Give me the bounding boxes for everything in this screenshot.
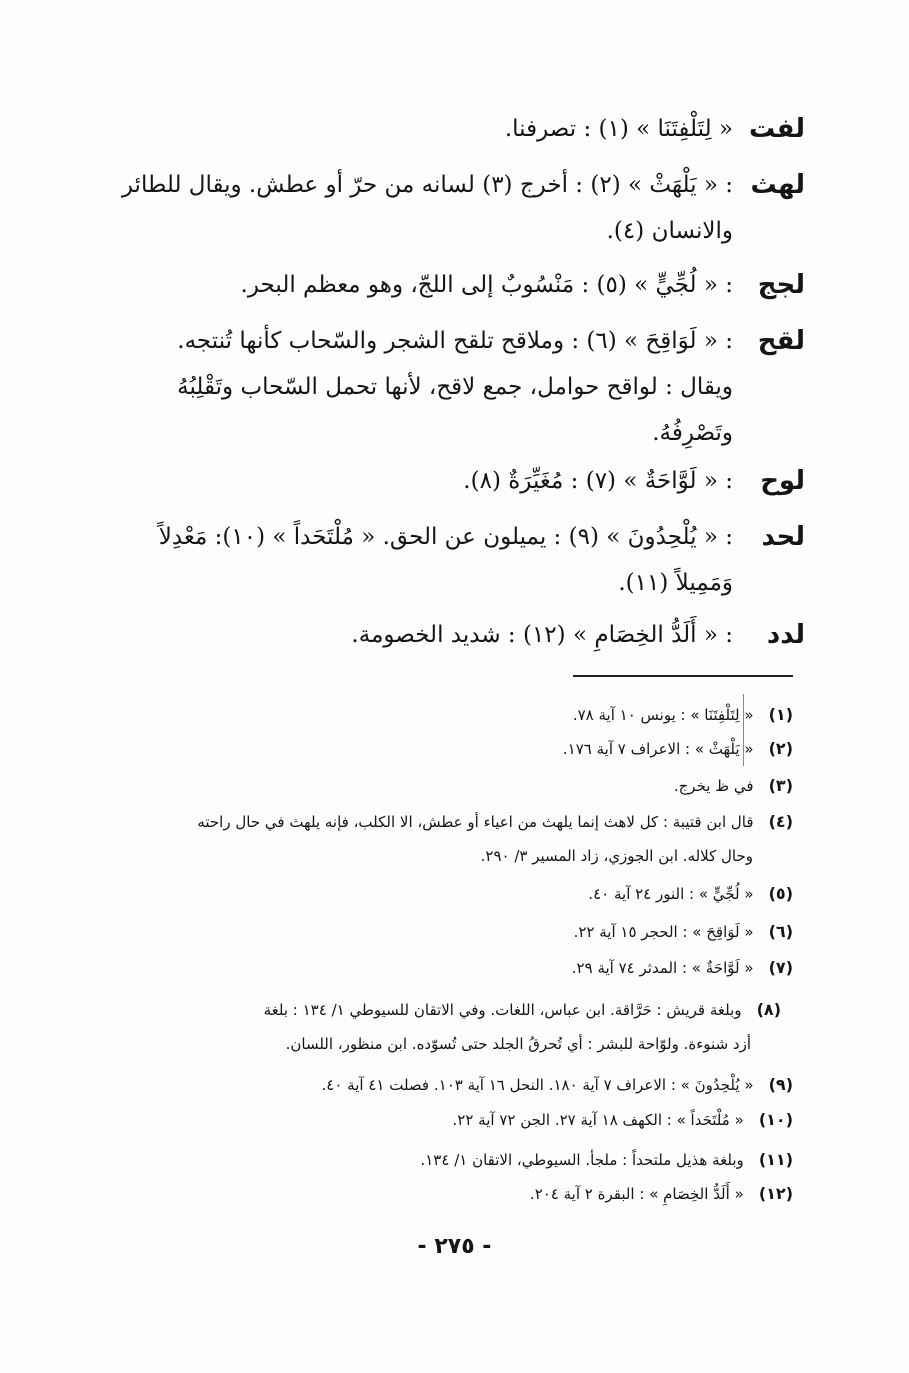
footnote-number: (١١): [758, 1150, 793, 1169]
definition-line: : « أَلَدُّ الخِصَامِ » (١٢) : شديد الخصومة.: [351, 622, 733, 648]
footnote-separator: [573, 675, 793, 677]
footnote-3: [674, 769, 793, 803]
footnote-text: « لَوَّاحَةٌ » : المدثر ٧٤ آية ٢٩.: [571, 959, 754, 977]
page-number: - ٢٧٥ -: [417, 1234, 492, 1259]
entry-definition: [105, 514, 733, 606]
footnote-text: « يُلْحِدُونَ » : الاعراف ٧ آية ١٨٠. النحل ١٦ آية ١٠٣. فصلت ٤١ آية ٤٠.: [321, 1076, 754, 1094]
footnote-7: [572, 951, 793, 985]
footnote-number: (٤): [768, 812, 793, 831]
entry-root: لقح: [757, 326, 805, 356]
definition-line: : « لُجِّيٍّ » (٥) : مَنْسُوبٌ إلى اللجّ، وهو معظم البحر.: [240, 272, 733, 298]
footnote-number: (٨): [756, 1000, 781, 1019]
footnote-number: (٩): [768, 1075, 793, 1094]
footnote-text: « مُلْتَحَداً » : الكهف ١٨ آية ٢٧. الجن ٧٢ آية ٢٢.: [452, 1111, 744, 1129]
entry-root: لحد: [761, 522, 805, 552]
footnote-text: وبلغة هذيل ملتحداً : ملجأ. السيوطي، الاتقان ١/ ١٣٤.: [420, 1151, 744, 1169]
definition-line: ويقال : لواقح حوامل، جمع لاقح، لأنها تحمل السّحاب وتَقْلِبُهُ: [177, 374, 733, 400]
entry-lhth: [105, 162, 805, 254]
footnote-text: وبلغة قريش : حَرَّاقة. ابن عباس، اللغات. وفي الاتقان للسيوطي ١/ ١٣٤ : بلغة: [263, 1001, 742, 1019]
footnote-text: قال ابن قتيبة : كل لاهث إنما يلهث من اعياء أو عطش، الا الكلب، فإنه يلهث في حال راحته: [197, 813, 754, 831]
entry-ldd: [105, 612, 805, 658]
footnote-5: [588, 877, 793, 911]
footnote-6: [574, 915, 793, 949]
footnote-number: (١٠): [758, 1110, 793, 1129]
entry-root: لفت: [749, 114, 805, 144]
definition-line: : « يُلْحِدُونَ » (٩) : يميلون عن الحق. « مُلْتَحَداً » (١٠): مَعْدِلاً: [158, 524, 733, 550]
footnote-12: [530, 1177, 793, 1211]
definition-line: « لِتَلْفِتَنَا » (١) : تصرفنا.: [504, 116, 733, 142]
footnote-text: « يَلْهَثْ » : الاعراف ٧ آية ١٧٦.: [562, 740, 754, 758]
footnote-number: (٦): [768, 922, 793, 941]
definition-line: : « لَوَّاحَةٌ » (٧) : مُغَيِّرَةٌ (٨).: [463, 468, 733, 494]
entry-definition: [105, 106, 733, 152]
footnote-text: « لَوَاقِحَ » : الحجر ١٥ آية ٢٢.: [573, 923, 754, 941]
footnote-4: [197, 805, 793, 873]
footnote-9: [322, 1068, 794, 1102]
entry-definition: [105, 318, 733, 456]
entry-root: لجج: [757, 270, 805, 300]
entry-root: لهث: [750, 170, 805, 200]
definition-line: وَمَمِيلاً (١١).: [618, 570, 733, 596]
footnote-number: (٧): [768, 958, 793, 977]
definition-line: : « لَوَاقِحَ » (٦) : وملاقح تلقح الشجر والسّحاب كأنها تُنتجه.: [177, 328, 733, 354]
entry-definition: [105, 162, 733, 254]
footnote-continuation: أزد شنوءة. ولوّاحة للبشر : أي تُحرقُ الجلد حتى تُسوّده. ابن منظور، اللسان.: [285, 1035, 751, 1053]
entry-definition: [105, 458, 733, 504]
footnote-number: (٥): [768, 884, 793, 903]
entry-lft: [105, 106, 805, 152]
entry-root: لدد: [766, 620, 805, 650]
definition-line: وتَصْرِفُهُ.: [652, 420, 733, 446]
definition-line: : « يَلْهَثْ » (٢) : أخرج (٣) لسانه من حرّ أو عطش. ويقال للطائر: [121, 172, 733, 198]
scan-artifact-line: [743, 694, 744, 766]
entry-definition: [105, 612, 733, 658]
footnote-number: (١): [768, 705, 793, 724]
entry-root: لوح: [760, 466, 805, 496]
footnote-number: (٢): [768, 739, 793, 758]
entry-lqh: [105, 318, 805, 456]
footnote-number: (١٢): [758, 1184, 793, 1203]
entry-lhd: [105, 514, 805, 606]
footnote-10: [453, 1103, 794, 1137]
entry-ljj: [105, 262, 805, 308]
footnote-continuation: وحال كلاله. ابن الجوزي، زاد المسير ٣/ ٢٩٠.: [480, 847, 753, 865]
footnote-text: « أَلَدُّ الخِصَامِ » : البقرة ٢ آية ٢٠٤.: [529, 1185, 744, 1203]
footnote-8: [264, 993, 781, 1061]
definition-line: والانسان (٤).: [606, 218, 733, 244]
footnote-1: [573, 698, 793, 732]
entry-definition: [105, 262, 733, 308]
footnote-2: [563, 732, 793, 766]
footnote-text: في ظ يخرج.: [673, 777, 754, 795]
footnote-number: (٣): [768, 776, 793, 795]
footnote-11: [420, 1143, 793, 1177]
entry-lwh: [105, 458, 805, 504]
footnote-text: « لُجِّيٍّ » : النور ٢٤ آية ٤٠.: [588, 885, 754, 903]
footnote-text: « لِتَلْفِتَنَا » : يونس ١٠ آية ٧٨.: [572, 706, 754, 724]
